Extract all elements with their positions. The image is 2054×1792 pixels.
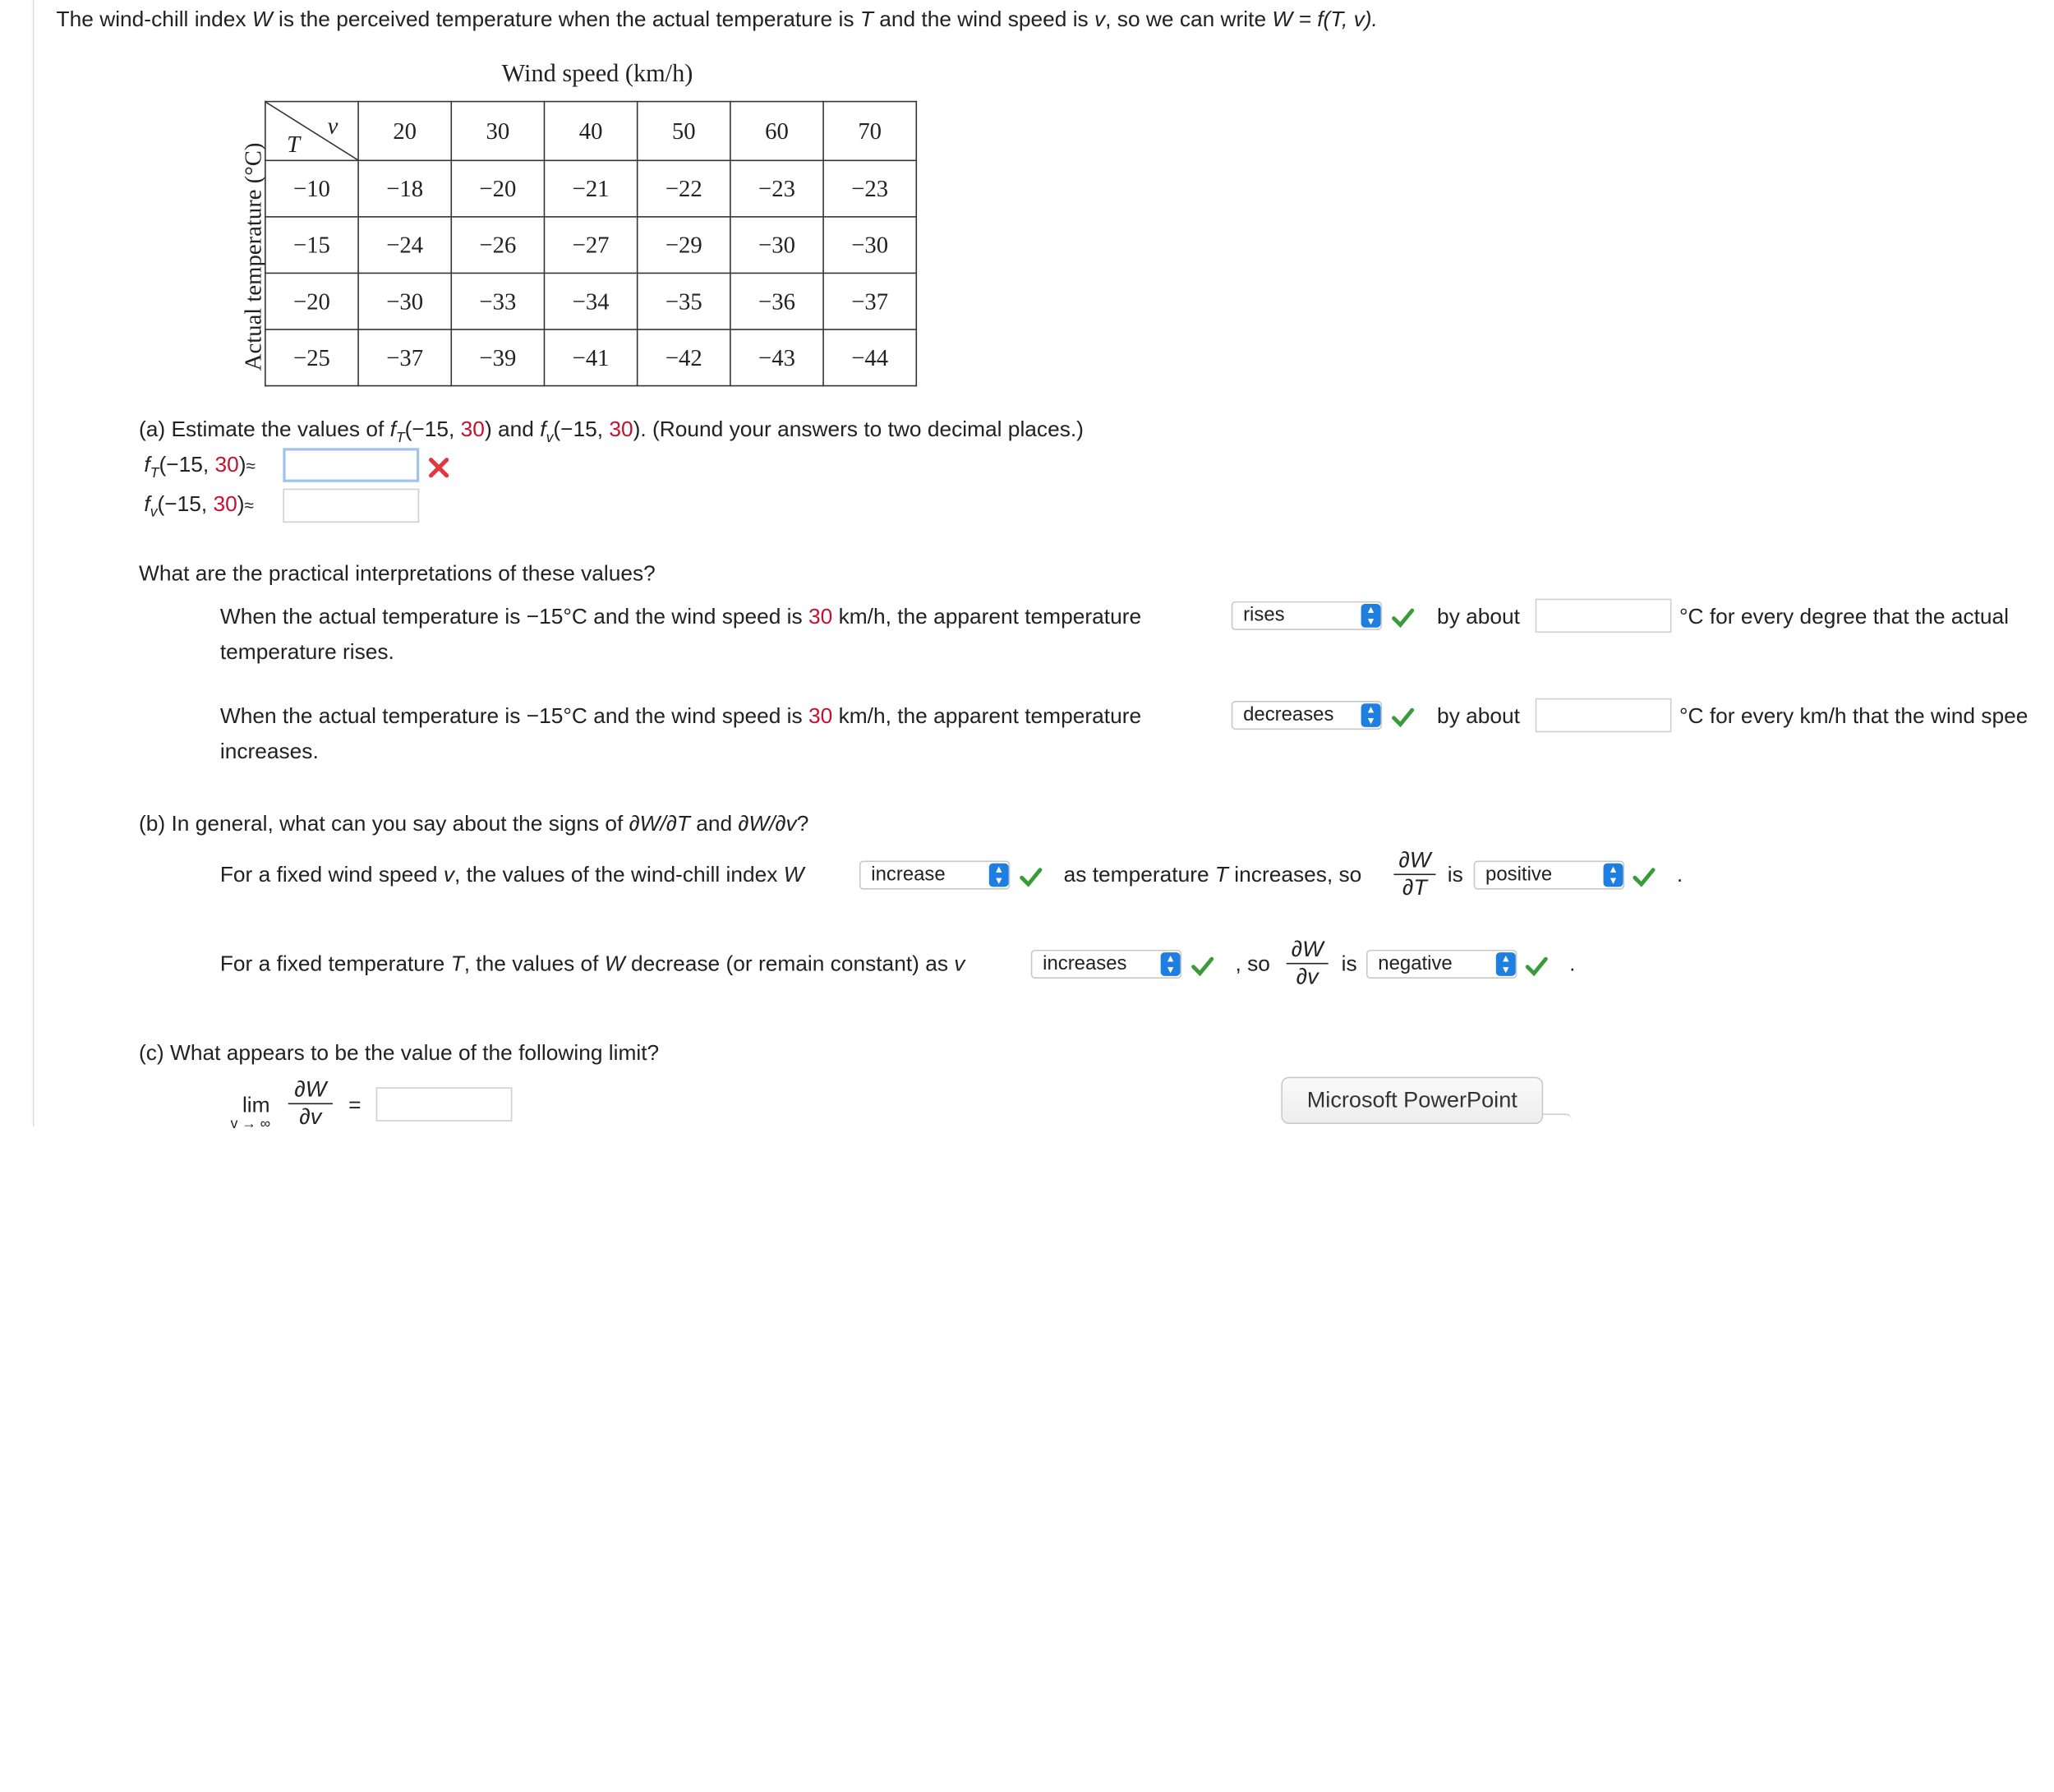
interpretation-2-text: When the actual temperature is −15°C and the wind speed is 30 km/h, the apparent temperature — [219, 704, 1142, 729]
select-arrows-icon: ▴ ▾ — [989, 864, 1009, 887]
table-cell: −37 — [358, 329, 451, 386]
limit-answer-input[interactable] — [376, 1087, 513, 1121]
v-behavior-select[interactable]: increases ▴ ▾ — [1031, 950, 1181, 979]
speed-header: 50 — [638, 102, 730, 161]
temperature-header: −15 — [265, 217, 358, 274]
interpretation-2-line2: increases. — [219, 739, 319, 764]
fv-label: $f_v(-15$, 30)≈ — [144, 492, 254, 521]
wind-speed-axis-label: Wind speed (km/h) — [501, 60, 693, 88]
correct-check-icon — [1190, 955, 1214, 979]
part-b-line1-text: For a fixed wind speed v, the values of the wind-chill index W — [219, 863, 804, 887]
speed-header: 30 — [451, 102, 544, 161]
table-cell: −44 — [823, 329, 916, 386]
part-b-line2-text: For a fixed temperature T, the values of W decrease (or remain constant) as v — [219, 952, 965, 976]
by-about-label: by about — [1437, 605, 1521, 629]
correct-check-icon — [1391, 706, 1415, 730]
limit-fraction: $\frac{\partial W}{\partial v}$ — [288, 1077, 333, 1131]
intro-text: The wind-chill index W is the perceived temperature when the actual temperature is T and the wind speed is v, so we can write W = f(T, v). — [56, 7, 1378, 32]
equals-sign: = — [348, 1094, 362, 1118]
dWdT-sign-select[interactable]: positive ▴ ▾ — [1474, 861, 1624, 890]
table-cell: −18 — [358, 160, 451, 217]
corner-v-label: v — [327, 113, 338, 140]
by-about-2-input[interactable] — [1536, 698, 1672, 732]
table-header-row — [265, 102, 916, 161]
interpretation-1-tail: °C for every degree that the actual — [1679, 605, 2010, 629]
table-cell: −42 — [638, 329, 730, 386]
fv-answer-input[interactable] — [283, 489, 419, 523]
table-cell: −21 — [544, 160, 637, 217]
wind-chill-table — [265, 101, 917, 387]
by-about-label: by about — [1437, 704, 1521, 729]
table-cell: −34 — [544, 273, 637, 329]
temperature-axis-label: Actual temperature (°C) — [239, 142, 266, 371]
W-behavior-select[interactable]: increase ▴ ▾ — [859, 861, 1010, 890]
select-arrows-icon: ▴ ▾ — [1496, 952, 1516, 976]
table-cell: −27 — [544, 217, 637, 274]
speed-header: 70 — [823, 102, 916, 161]
temperature-header: −10 — [265, 160, 358, 217]
lim-subscript: v → ∞ — [230, 1116, 271, 1132]
interpretation-1-text: When the actual temperature is −15°C and the wind speed is 30 km/h, the apparent temperature — [219, 605, 1142, 629]
corner-T-label: T — [287, 131, 301, 158]
lim-label: lim — [242, 1094, 270, 1118]
speed-header: 40 — [544, 102, 637, 161]
correct-check-icon — [1633, 866, 1656, 890]
table-row — [265, 160, 916, 217]
by-about-1-input[interactable] — [1536, 599, 1672, 633]
dW-dT-fraction: $\frac{\partial W}{\partial T}$ — [1393, 848, 1435, 901]
is-label: is — [1341, 952, 1357, 976]
select-arrows-icon: ▴ ▾ — [1161, 952, 1181, 976]
table-cell: −36 — [730, 273, 823, 329]
correct-check-icon — [1391, 606, 1415, 630]
interpretation-2-select[interactable]: decreases ▴ ▾ — [1232, 701, 1382, 730]
part-a-question: (a) Estimate the values of $f_T(-15$, 30) and $f_v(-15$, 30). (Round your answers to two decimal places.) — [139, 417, 1084, 446]
table-cell: −39 — [451, 329, 544, 386]
table-cell: −30 — [823, 217, 916, 274]
interpretation-2-tail: °C for every km/h that the wind spee — [1679, 704, 2029, 729]
dWdv-sign-select[interactable]: negative ▴ ▾ — [1366, 950, 1517, 979]
correct-check-icon — [1019, 866, 1043, 890]
table-cell: −23 — [730, 160, 823, 217]
table-cell: −41 — [544, 329, 637, 386]
period: . — [1569, 952, 1576, 976]
table-cell: −30 — [730, 217, 823, 274]
incorrect-x-icon — [427, 456, 451, 480]
speed-header: 20 — [358, 102, 451, 161]
period: . — [1676, 863, 1683, 887]
part-c-question: (c) What appears to be the value of the following limit? — [139, 1041, 660, 1066]
select-arrows-icon: ▴ ▾ — [1361, 703, 1381, 727]
select-arrows-icon: ▴ ▾ — [1604, 864, 1623, 887]
speed-header: 60 — [730, 102, 823, 161]
temperature-header: −20 — [265, 273, 358, 329]
left-divider — [33, 0, 35, 1126]
table-cell: −22 — [638, 160, 730, 217]
part-b-question: (b) In general, what can you say about the signs of ∂W/∂T and ∂W/∂v? — [139, 812, 809, 836]
interpretation-1-select[interactable]: rises ▴ ▾ — [1232, 601, 1382, 630]
table-cell: −26 — [451, 217, 544, 274]
is-label: is — [1447, 863, 1463, 887]
interpretation-question: What are the practical interpretations of these values? — [139, 561, 656, 586]
fT-label: $f_T(-15$, 30)≈ — [144, 453, 256, 481]
correct-check-icon — [1525, 955, 1549, 979]
table-cell: −37 — [823, 273, 916, 329]
table-cell: −29 — [638, 217, 730, 274]
table-cell: −23 — [823, 160, 916, 217]
fT-answer-input[interactable] — [283, 448, 419, 481]
table-cell: −20 — [451, 160, 544, 217]
table-cell: −35 — [638, 273, 730, 329]
dW-dv-fraction: $\frac{\partial W}{\partial v}$ — [1287, 937, 1329, 990]
table-cell: −33 — [451, 273, 544, 329]
select-arrows-icon: ▴ ▾ — [1361, 604, 1381, 628]
table-corner-cell — [265, 102, 358, 161]
powerpoint-tooltip: Microsoft PowerPoint — [1281, 1077, 1543, 1124]
table-cell: −30 — [358, 273, 451, 329]
interpretation-1-line2: temperature rises. — [219, 640, 394, 665]
table-row — [265, 273, 916, 329]
part-b-line1-mid: as temperature T increases, so — [1063, 863, 1362, 887]
so-label: , so — [1235, 952, 1270, 976]
temperature-header: −25 — [265, 329, 358, 386]
corner-diagonal-line — [266, 102, 358, 159]
table-cell: −43 — [730, 329, 823, 386]
table-row — [265, 217, 916, 274]
table-row — [265, 329, 916, 386]
table-cell: −24 — [358, 217, 451, 274]
